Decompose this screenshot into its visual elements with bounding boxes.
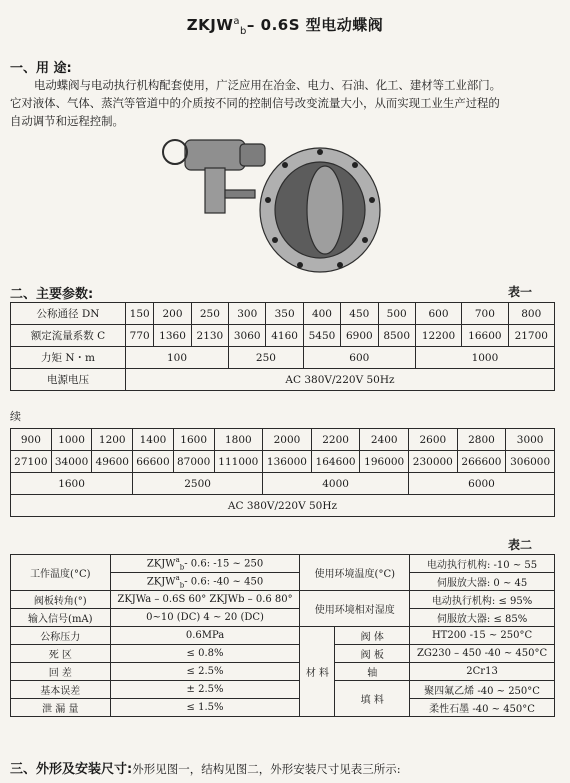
table-cell: 基本误差 <box>11 681 111 699</box>
table-cell: 3060 <box>229 325 266 347</box>
table1-tag: 表一 <box>508 285 533 299</box>
table-cell: 填 料 <box>335 681 410 717</box>
table-cell: 1000 <box>51 429 92 451</box>
table-cell: 770 <box>126 325 154 347</box>
table-cell: 2000 <box>263 429 312 451</box>
table-cell: 1800 <box>214 429 263 451</box>
section3-heading: 三、外形及安装尺寸:外形见图一，结构见图二，外形安装尺寸见表三所示: <box>10 762 401 777</box>
table-cell: 16600 <box>462 325 508 347</box>
table-cell: 力矩 N・m <box>11 347 126 369</box>
table-cell: 12200 <box>415 325 461 347</box>
table-cell: 0.6MPa <box>110 627 300 645</box>
table-cell: ± 2.5% <box>110 681 300 699</box>
table-cell: 柔性石墨 -40 ~ 450°C <box>410 699 555 717</box>
table-cell: 111000 <box>214 451 263 473</box>
table-cell: 2130 <box>191 325 228 347</box>
table-cell: 轴 <box>335 663 410 681</box>
table-cell: 2500 <box>133 473 263 495</box>
table-cell: ≤ 1.5% <box>110 699 300 717</box>
table-cell: 1200 <box>92 429 133 451</box>
table-cell: 阀 体 <box>335 627 410 645</box>
table-cell: 250 <box>229 347 304 369</box>
table-cell: 电源电压 <box>11 369 126 391</box>
table-cell: 136000 <box>263 451 312 473</box>
table-row <box>11 591 555 609</box>
table-row <box>11 303 555 325</box>
table-cell: 500 <box>378 303 415 325</box>
table-cell: 600 <box>415 303 461 325</box>
table-cell: AC 380V/220V 50Hz <box>11 495 555 517</box>
table-cell: 输入信号(mA) <box>11 609 111 627</box>
table-cell: 8500 <box>378 325 415 347</box>
table-cell: 阀 板 <box>335 645 410 663</box>
table-cell: 266600 <box>457 451 506 473</box>
table-cell: 87000 <box>173 451 214 473</box>
table2-tag: 表二 <box>508 538 533 552</box>
table-cell: $ZKJW^a_b-$ 0.6: -15 ~ 250 <box>110 555 300 573</box>
table-cell: 额定流量系数 C <box>11 325 126 347</box>
table-cell: 200 <box>154 303 191 325</box>
table-row <box>11 627 555 645</box>
table-cell: 2Cr13 <box>410 663 555 681</box>
parameters-table <box>10 302 555 391</box>
table-row <box>11 645 555 663</box>
continued-label: 续 <box>10 410 21 423</box>
table-cell: 1000 <box>415 347 554 369</box>
table-cell: 聚四氟乙烯 -40 ~ 250°C <box>410 681 555 699</box>
table-cell: 100 <box>126 347 229 369</box>
table-cell: 电动执行机构: -10 ~ 55 <box>410 555 555 573</box>
table-cell: 使用环境相对湿度 <box>300 591 410 627</box>
table-row <box>11 347 555 369</box>
table-row <box>11 495 555 517</box>
table-cell: 电动执行机构: ≤ 95% <box>410 591 555 609</box>
table-cell: 材 料 <box>300 627 335 717</box>
table-cell: 400 <box>303 303 340 325</box>
table-cell: 公称通径 DN <box>11 303 126 325</box>
table-cell: 164600 <box>311 451 360 473</box>
table-cell: AC 380V/220V 50Hz <box>126 369 555 391</box>
table-cell: 回 差 <box>11 663 111 681</box>
table-cell: 伺服放大器: 0 ~ 45 <box>410 573 555 591</box>
table-cell: 0~10 (DC) 4 ~ 20 (DC) <box>110 609 300 627</box>
table-cell: 34000 <box>51 451 92 473</box>
table-row <box>11 681 555 699</box>
section1-heading: 一、用 途: <box>10 61 72 76</box>
table-row <box>11 663 555 681</box>
table-cell: 700 <box>462 303 508 325</box>
table-cell: 2200 <box>311 429 360 451</box>
table-cell: 5450 <box>303 325 340 347</box>
specifications-table <box>10 554 555 717</box>
table-cell: 1400 <box>133 429 174 451</box>
table-cell: 306000 <box>506 451 555 473</box>
section1-paragraph: 电动蝶阀与电动执行机构配套使用，广泛应用在冶金、电力、石油、化工、建材等工业部门。 它对液体、气体、蒸汽等管道中的介质按不同的控制信号改变流量大小，从而实现工业生产过程的 自动调节和远程控制。 <box>10 78 502 128</box>
table-cell: ≤ 2.5% <box>110 663 300 681</box>
section2-heading: 二、主要参数: <box>10 287 94 302</box>
table-row <box>11 369 555 391</box>
table-row <box>11 451 555 473</box>
table-cell: 泄 漏 量 <box>11 699 111 717</box>
table-cell: 66600 <box>133 451 174 473</box>
table-cell: 1360 <box>154 325 191 347</box>
table-cell: 1600 <box>11 473 133 495</box>
table-cell: 4160 <box>266 325 303 347</box>
table-cell: 使用环境温度(°C) <box>300 555 410 591</box>
table-row <box>11 473 555 495</box>
table-row <box>11 609 555 627</box>
table-cell: ZKJWa – 0.6S 60° ZKJWb – 0.6 80° <box>110 591 300 609</box>
table-row <box>11 325 555 347</box>
table-cell: 死 区 <box>11 645 111 663</box>
page-title: $ZKJW^a_b-$ 0.6S 型电动蝶阀 <box>186 16 384 37</box>
table-cell: 350 <box>266 303 303 325</box>
table-cell: 2600 <box>409 429 458 451</box>
table-cell: 6900 <box>341 325 378 347</box>
table-cell: 3000 <box>506 429 555 451</box>
table-cell: 900 <box>11 429 52 451</box>
table-cell: $ZKJW^a_b-$ 0.6: -40 ~ 450 <box>110 573 300 591</box>
table-cell: 工作温度(°C) <box>11 555 111 591</box>
table-cell: 公称压力 <box>11 627 111 645</box>
table-cell: HT200 -15 ~ 250°C <box>410 627 555 645</box>
table-cell: ZG230 – 450 -40 ~ 450°C <box>410 645 555 663</box>
table-cell: 2800 <box>457 429 506 451</box>
table-cell: 6000 <box>409 473 555 495</box>
table-row <box>11 555 555 573</box>
table-cell: 1600 <box>173 429 214 451</box>
butterfly-valve-photo <box>150 130 390 275</box>
table-cell: 300 <box>229 303 266 325</box>
table-cell: 150 <box>126 303 154 325</box>
table-cell: 21700 <box>508 325 554 347</box>
table-cell: ≤ 0.8% <box>110 645 300 663</box>
table-cell: 600 <box>303 347 415 369</box>
table-cell: 230000 <box>409 451 458 473</box>
table-row <box>11 429 555 451</box>
table-cell: 伺服放大器: ≤ 85% <box>410 609 555 627</box>
table-cell: 2400 <box>360 429 409 451</box>
table-cell: 250 <box>191 303 228 325</box>
table-cell: 4000 <box>263 473 409 495</box>
parameters-table-continued <box>10 428 555 517</box>
table-cell: 800 <box>508 303 554 325</box>
table-cell: 196000 <box>360 451 409 473</box>
table-cell: 阀板转角(°) <box>11 591 111 609</box>
table-cell: 49600 <box>92 451 133 473</box>
table-cell: 27100 <box>11 451 52 473</box>
table-cell: 450 <box>341 303 378 325</box>
